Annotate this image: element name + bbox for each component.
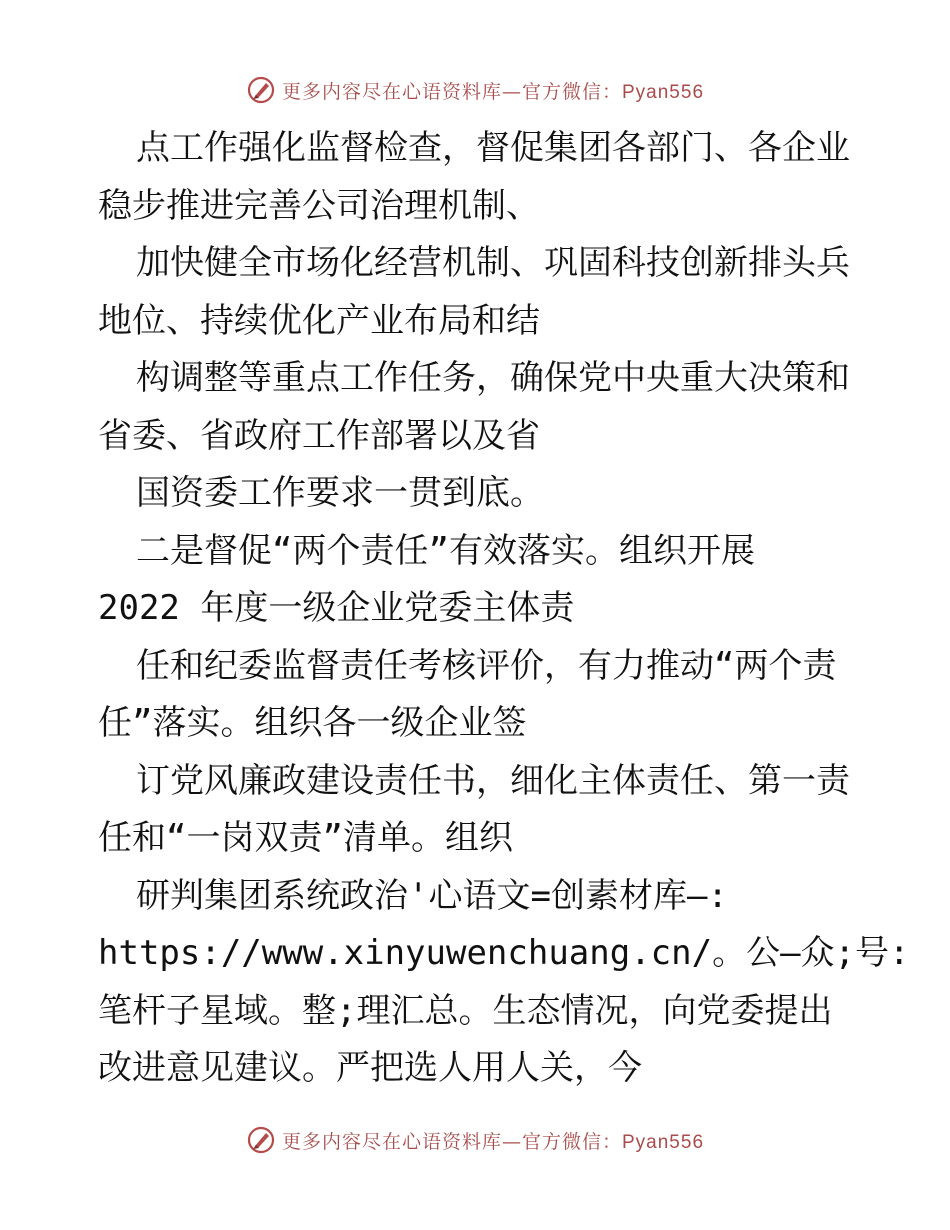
watermark-text (282, 77, 704, 104)
body-line: 构调整等重点工作任务，确保党中央重大决策和 (136, 358, 850, 398)
body-line: 任”落实。组织各一级企业签 (98, 703, 527, 743)
body-line: 二是督促“两个责任”有效落实。组织开展 (136, 530, 755, 571)
watermark-contact: 官方微信：Pyan556 (522, 1131, 705, 1153)
body-line: 任和“一岗双责”清单。组织 (98, 818, 513, 858)
document-body (98, 120, 910, 1098)
body-line: 地位、持续优化产业布局和结 (98, 300, 540, 341)
body-line: https://www.xinyuwenchuang.cn/。公—众;号: (98, 933, 910, 973)
body-line: 点工作强化监督检查，督促集团各部门、各企业 (136, 128, 850, 168)
body-line: 国资委工作要求一贯到底。 (136, 473, 544, 513)
watermark-separator: — (502, 1130, 522, 1153)
watermark-text (282, 1127, 704, 1154)
watermark-contact: 官方微信：Pyan556 (522, 81, 705, 103)
watermark-main-text: 更多内容尽在心语资料库 (281, 80, 502, 103)
body-line: 稳步推进完善公司治理机制、 (98, 185, 540, 226)
body-line: 订党风廉政建设责任书，细化主体责任、第一责 (136, 760, 850, 801)
body-line: 研判集团系统政治'心语文=创素材库—: (136, 875, 728, 916)
pen-seal-icon (246, 1125, 276, 1155)
body-line: 省委、省政府工作部署以及省 (98, 415, 540, 456)
header-watermark (0, 70, 950, 110)
body-line: 加快健全市场化经营机制、巩固科技创新排头兵 (136, 243, 850, 283)
body-line: 笔杆子星域。整;理汇总。生态情况，向党委提出 (98, 990, 833, 1031)
pen-seal-icon (246, 75, 276, 105)
footer-watermark (0, 1120, 950, 1160)
body-line: 任和纪委监督责任考核评价，有力推动“两个责 (136, 645, 837, 686)
watermark-main-text: 更多内容尽在心语资料库 (281, 1130, 502, 1153)
watermark-separator: — (502, 80, 522, 103)
body-line: 改进意见建议。严把选人用人关，今 (98, 1048, 642, 1088)
body-line: 2022 年度一级企业党委主体责 (98, 588, 575, 628)
